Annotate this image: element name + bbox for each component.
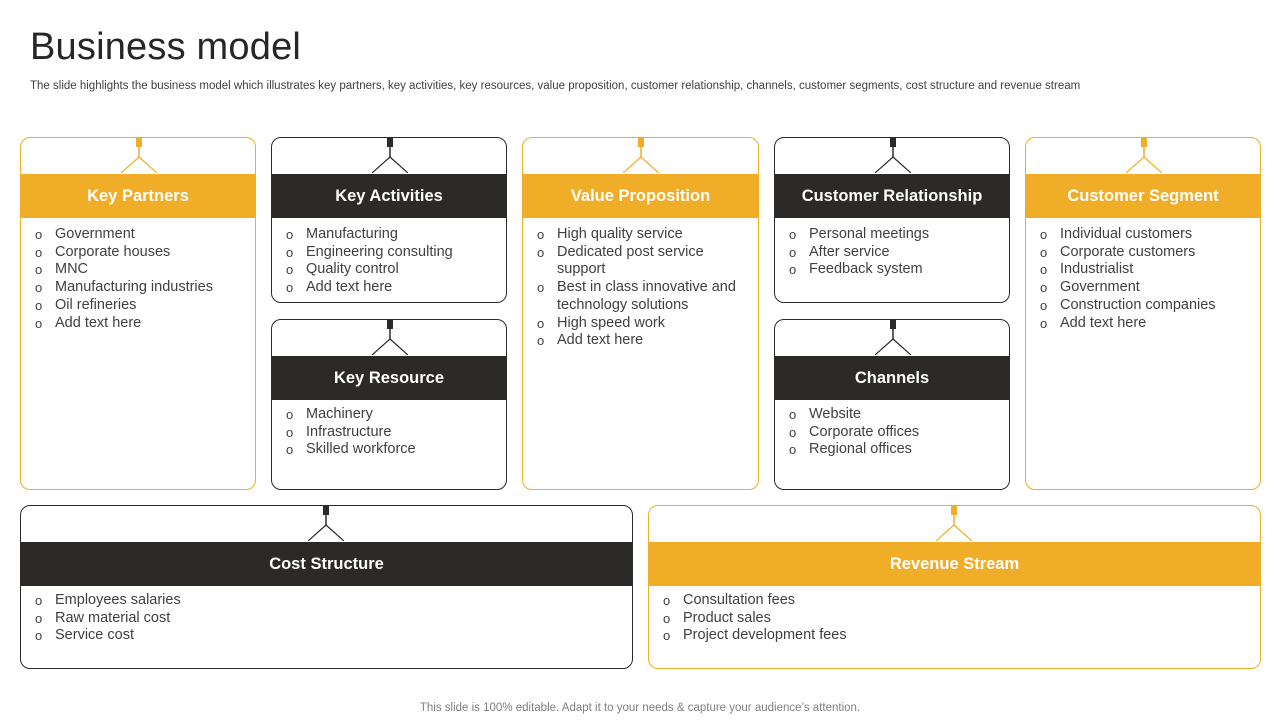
list-item: o Oil refineries [35,297,245,315]
list-item: o High quality service [537,226,748,244]
card-header: Customer Segment [1025,174,1261,218]
card-key-partners [20,137,256,490]
list-item: o Skilled workforce [286,441,496,459]
card-key-resource [271,319,507,490]
hanger-icon [623,137,659,173]
list-item: o Engineering consulting [286,244,496,262]
list-item: o Raw material cost [35,610,622,628]
list-item: o Infrastructure [286,424,496,442]
list-item: o Government [35,226,245,244]
list-item: o Product sales [663,610,1250,628]
hanger-icon [875,137,911,173]
list-item: o Manufacturing industries [35,279,245,297]
card-header: Value Proposition [522,174,759,218]
card-header: Cost Structure [20,542,633,586]
footer-note: This slide is 100% editable. Adapt it to your needs & capture your audience’s attention. [419,702,861,714]
list-item: o Personal meetings [789,226,999,244]
item-list [537,226,748,350]
card-customer-relationship [774,137,1010,303]
item-list [1040,226,1250,332]
list-item: o Industrialist [1040,261,1250,279]
page-title: Business model [30,26,302,68]
list-item: o Machinery [286,406,496,424]
list-item: o Dedicated post service support [537,244,748,279]
item-list [35,226,245,332]
list-item: o After service [789,244,999,262]
page-subtitle: The slide highlights the business model which illustrates key partners, key activities, key resources, value proposition, customer relationship, channels, customer segments, cost structure and revenue stream [30,80,1081,92]
item-list [789,226,999,279]
hanger-icon [121,137,157,173]
hanger-icon [936,505,972,541]
card-header: Customer Relationship [774,174,1010,218]
card-header: Key Activities [271,174,507,218]
list-item: o Add text here [537,332,748,350]
list-item: o MNC [35,261,245,279]
list-item: o Corporate houses [35,244,245,262]
list-item: o Best in class innovative and technology solutions [537,279,748,314]
list-item: o Website [789,406,999,424]
list-item: o Feedback system [789,261,999,279]
list-item: o Add text here [286,279,496,297]
card-header: Channels [774,356,1010,400]
item-list [35,592,622,645]
list-item: o Add text here [1040,315,1250,333]
list-item: o Corporate offices [789,424,999,442]
hanger-icon [1126,137,1162,173]
item-list [663,592,1250,645]
list-item: o Construction companies [1040,297,1250,315]
hanger-icon [372,137,408,173]
card-key-activities [271,137,507,303]
hanger-icon [875,319,911,355]
list-item: o Individual customers [1040,226,1250,244]
card-channels [774,319,1010,490]
card-header: Key Resource [271,356,507,400]
list-item: o Quality control [286,261,496,279]
card-revenue-stream [648,505,1261,669]
card-cost-structure [20,505,633,669]
list-item: o Corporate customers [1040,244,1250,262]
list-item: o Add text here [35,315,245,333]
list-item: o Government [1040,279,1250,297]
hanger-icon [372,319,408,355]
card-header: Revenue Stream [648,542,1261,586]
hanger-icon [308,505,344,541]
card-customer-segment [1025,137,1261,490]
list-item: o Consultation fees [663,592,1250,610]
list-item: o Employees salaries [35,592,622,610]
list-item: o Manufacturing [286,226,496,244]
list-item: o Regional offices [789,441,999,459]
card-value-proposition [522,137,759,490]
list-item: o Service cost [35,627,622,645]
item-list [286,406,496,459]
card-header: Key Partners [20,174,256,218]
list-item: o Project development fees [663,627,1250,645]
item-list [286,226,496,297]
list-item: o High speed work [537,315,748,333]
item-list [789,406,999,459]
